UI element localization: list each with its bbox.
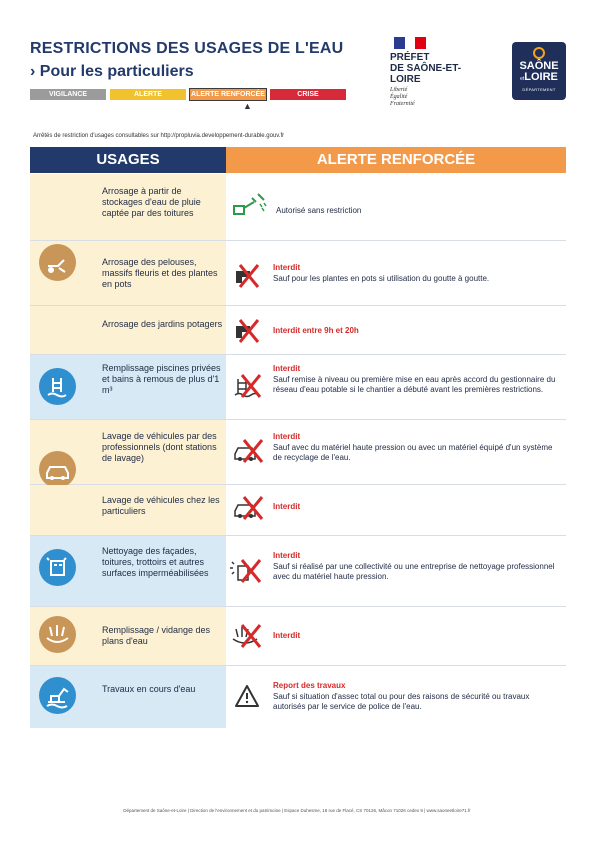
table-row bbox=[30, 355, 566, 420]
logo-line1: SAÔNE bbox=[519, 60, 559, 72]
row-status: Report des travaux bbox=[273, 681, 346, 690]
table-row bbox=[30, 607, 566, 666]
row-detail: Autorisé sans restriction bbox=[276, 206, 362, 215]
level-alerte: ALERTE bbox=[110, 89, 186, 100]
row-detail bbox=[273, 551, 559, 583]
level-crise: CRISE bbox=[270, 89, 346, 100]
row-detail-text: Sauf remise à niveau ou première mise en eau après accord du gestionnaire du réseau d'eau potable si le chantier a débuté avant les premières restrictions. bbox=[273, 374, 556, 394]
cleaning-icon bbox=[228, 556, 264, 589]
level-vigilance: VIGILANCE bbox=[30, 89, 106, 100]
watering-can-icon bbox=[230, 192, 270, 223]
table-row bbox=[30, 485, 566, 536]
usage-label: Lavage de véhicules chez les particuliers bbox=[102, 495, 220, 516]
pond-group-icon bbox=[39, 616, 76, 653]
warning-icon bbox=[234, 684, 260, 713]
motto-1: Liberté bbox=[390, 87, 408, 93]
row-detail bbox=[273, 364, 559, 396]
pool-icon bbox=[232, 371, 266, 404]
garden-watering-icon bbox=[39, 244, 76, 281]
pond-icon bbox=[230, 621, 264, 654]
row-detail-text: Sauf si situation d'assec total ou pour des raisons de sécurité ou travaux autorisés par le service de police de l'eau. bbox=[273, 691, 530, 711]
row-status: Interdit bbox=[273, 502, 301, 511]
row-status: Interdit bbox=[273, 551, 301, 560]
usage-label: Arrosage à partir de stockages d'eau de pluie captée par des toitures bbox=[102, 186, 201, 218]
table-row bbox=[30, 241, 566, 306]
usage-label: Remplissage / vidange des plans d'eau bbox=[102, 625, 211, 646]
logo-small: et bbox=[520, 76, 525, 82]
usage-label: Travaux en cours d'eau bbox=[102, 684, 196, 694]
row-detail bbox=[273, 326, 559, 337]
page-subtitle: › Pour les particuliers bbox=[30, 63, 194, 80]
active-level-caret-icon: ▲ bbox=[243, 101, 252, 111]
alert-level-bar bbox=[30, 89, 346, 100]
pool-group-icon bbox=[39, 368, 76, 405]
prefet-line2: DE SAÔNE-ET-LOIRE bbox=[390, 63, 462, 85]
table-row bbox=[30, 306, 566, 355]
facade-cleaning-icon bbox=[39, 549, 76, 586]
row-detail-text: Sauf avec du matériel haute pression ou avec un matériel équipé d'un système de recyclage de l'eau. bbox=[273, 442, 553, 462]
page-title: RESTRICTIONS DES USAGES DE L'EAU bbox=[30, 40, 344, 57]
level-alerte-renforcee: ALERTE RENFORCÉE bbox=[191, 91, 265, 98]
table-row bbox=[30, 174, 566, 241]
motto-3: Fraternité bbox=[390, 101, 415, 107]
footer: Département de Saône-et-Loire | Direction de l'environnement et du patrimoine | Espace Duhesme, 18 rue de Flacé, CS 70126, Mâcon 71026 cedex 9 | www.saoneetloire71.fr bbox=[123, 808, 471, 813]
row-detail bbox=[273, 432, 559, 464]
usage-label: Arrosage des jardins potagers bbox=[102, 319, 223, 329]
row-detail-text: Sauf si réalisé par une collectivité ou une entreprise de nettoyage professionnel avec du matériel haute pression. bbox=[273, 561, 555, 581]
row-status: Interdit bbox=[273, 263, 301, 272]
row-status: Interdit bbox=[273, 364, 301, 373]
motto-2: Égalité bbox=[390, 94, 408, 100]
logo-circle-icon bbox=[533, 47, 545, 59]
saone-et-loire-logo bbox=[512, 42, 566, 100]
row-detail-text: Sauf pour les plantes en pots si utilisation du goutte à goutte. bbox=[273, 273, 490, 283]
marianne-flag-icon bbox=[394, 37, 426, 49]
usage-label: Lavage de véhicules par des professionnels (dont stations de lavage) bbox=[102, 431, 217, 463]
car-wash-icon bbox=[232, 436, 266, 469]
table-row bbox=[30, 536, 566, 607]
table-row bbox=[30, 666, 566, 728]
car-wash-group-icon bbox=[39, 451, 76, 488]
row-detail bbox=[273, 631, 559, 642]
row-detail bbox=[273, 263, 559, 284]
prefet-line1: PRÉFET bbox=[390, 52, 430, 63]
excavator-icon bbox=[39, 677, 76, 714]
column-header-usages: USAGES bbox=[30, 147, 226, 173]
row-status: Interdit bbox=[273, 631, 301, 640]
tap-icon bbox=[232, 261, 266, 294]
usage-label: Arrosage des pelouses, massifs fleuris et des plantes en pots bbox=[102, 257, 218, 289]
row-detail bbox=[273, 502, 559, 513]
row-detail bbox=[273, 681, 559, 713]
prefet-block bbox=[390, 37, 490, 108]
table-row bbox=[30, 420, 566, 485]
logo-line2: LOIRE bbox=[524, 71, 558, 83]
usage-label: Nettoyage des façades, toitures, trottoirs et autres surfaces imperméabilisées bbox=[102, 546, 209, 578]
tap-icon bbox=[232, 316, 266, 349]
column-header-alerte: ALERTE RENFORCÉE bbox=[226, 147, 566, 173]
logo-line3: DÉPARTEMENT bbox=[522, 87, 556, 92]
car-wash-icon bbox=[232, 493, 266, 526]
row-status: Interdit entre 9h et 20h bbox=[273, 326, 359, 335]
row-status: Interdit bbox=[273, 432, 301, 441]
usage-label: Remplissage piscines privées et bains à remous de plus d'1 m³ bbox=[102, 363, 221, 395]
propluvia-note: Arrêtés de restriction d'usages consultables sur http://propluvia.developpement-durable.gouv.fr bbox=[33, 133, 285, 139]
